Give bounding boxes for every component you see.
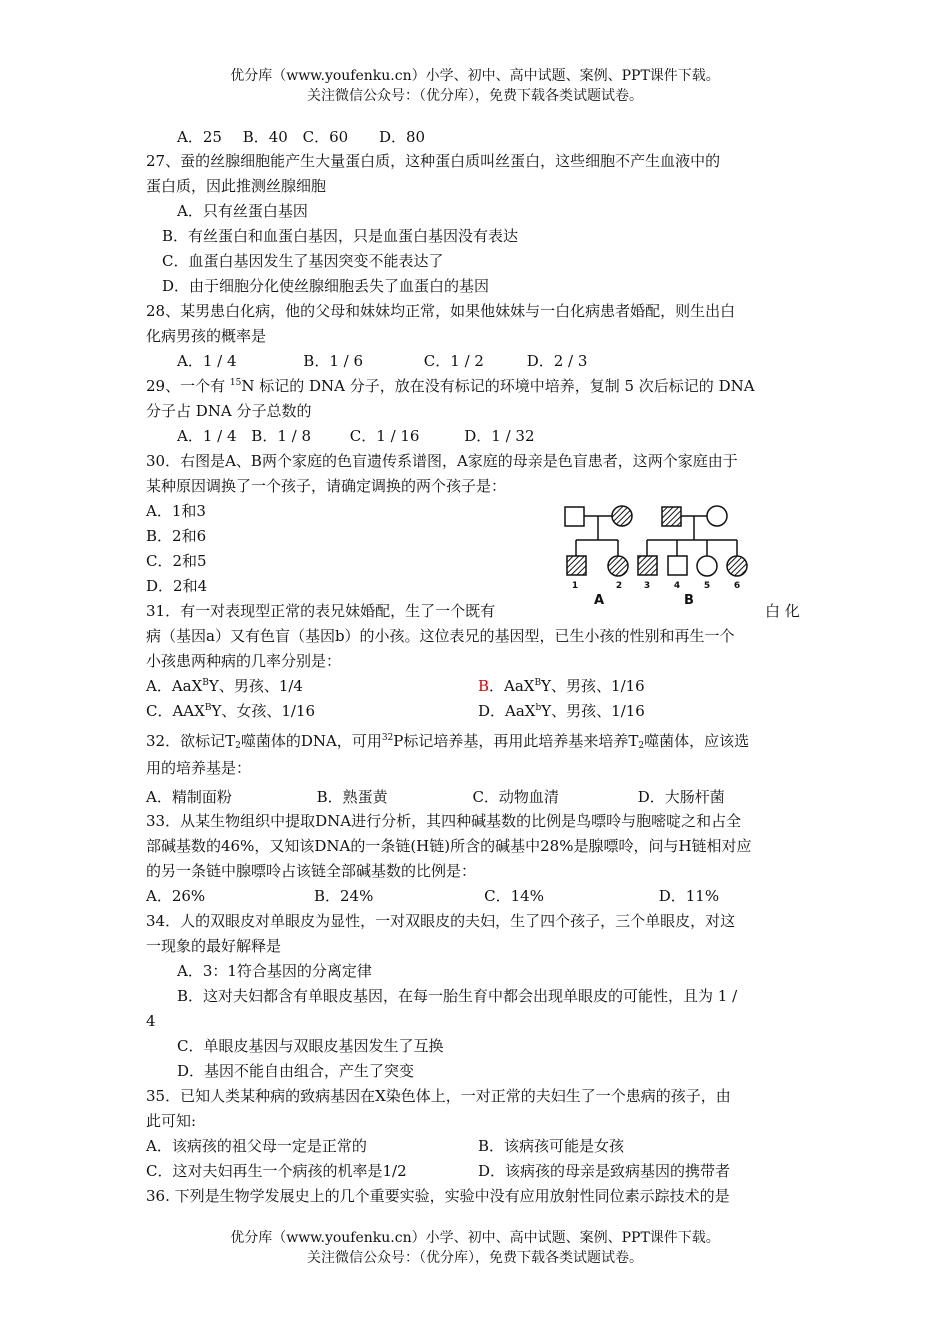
label-child-3: 3 bbox=[643, 581, 651, 591]
q29-option-b: B．1 / 8 bbox=[251, 427, 311, 445]
q34-option-a: A．3：1符合基因的分离定律 bbox=[177, 962, 372, 980]
q31-stem-line-2: 病（基因a）又有色盲（基因b）的小孩。这位表兄的基因型，已生小孩的性别和再生一个 bbox=[146, 627, 735, 645]
q29-option-d: D．1 / 32 bbox=[464, 427, 535, 445]
q35-stem-line-2: 此可知: bbox=[146, 1112, 197, 1130]
footer-line-2: 关注微信公众号：（优分库），免费下载各类试题试卷。 bbox=[307, 1250, 643, 1266]
q31-option-d: D．AaX$^b$Y、男孩、1/16 bbox=[478, 702, 645, 720]
q31-option-c: C．$AAX^BY$、女孩、1/16 bbox=[146, 702, 316, 720]
q33-stem-line-1: 33．从某生物组织中提取DNA进行分析，其四种碱基数的比例是鸟嘌呤与胞嘧啶之和占全 bbox=[146, 812, 742, 830]
q35-option-c: C．这对夫妇再生一个病孩的机率是1/2 bbox=[146, 1162, 407, 1180]
q34-option-b-cont: 4 bbox=[146, 1012, 156, 1030]
q28-stem-line-2: 化病男孩的概率是 bbox=[146, 327, 267, 345]
q31-option-b: B．AaX$^B$Y、男孩、1/16 bbox=[478, 677, 645, 695]
q34-stem-line-1: 34．人的双眼皮对单眼皮为显性，一对双眼皮的夫妇，生了四个孩子，三个单眼皮，对这 bbox=[146, 912, 736, 930]
q27-option-a: A．只有丝蛋白基因 bbox=[177, 202, 308, 220]
q30-stem-line-2: 某种原因调换了一个孩子，请确定调换的两个孩子是： bbox=[146, 477, 507, 495]
q36-stem-line-1: 36. 下列是生物学发展史上的几个重要实验，实验中没有应用放射性同位素示踪技术的是 bbox=[146, 1187, 730, 1205]
q35-stem-line-1: 35．已知人类某种病的致病基因在X染色体上，一对正常的夫妇生了一个患病的孩子，由 bbox=[146, 1087, 731, 1105]
q33-option-d: D．11% bbox=[658, 887, 720, 905]
q33-option-b: B．24% bbox=[313, 887, 374, 905]
q34-option-c: C．单眼皮基因与双眼皮基因发生了互换 bbox=[177, 1037, 444, 1055]
child-1-affected-male bbox=[567, 556, 586, 575]
header-line-2: 关注微信公众号：（优分库），免费下载各类试题试卷。 bbox=[307, 88, 643, 104]
q27-option-d: D．由于细胞分化使丝腺细胞丢失了血蛋白的基因 bbox=[162, 277, 490, 295]
label-child-6: 6 bbox=[733, 581, 741, 591]
label-child-5: 5 bbox=[703, 581, 711, 591]
q32-option-b: B．熟蛋黄 bbox=[316, 788, 388, 806]
q27-option-b: B．有丝蛋白和血蛋白基因，只是血蛋白基因没有表达 bbox=[162, 227, 519, 245]
q32-options bbox=[146, 786, 725, 808]
q26-option-c: C．60 bbox=[302, 128, 349, 146]
family-b-mother bbox=[707, 506, 727, 526]
q34-option-d: D．基因不能自由组合，产生了突变 bbox=[177, 1062, 415, 1080]
q32-option-c: C．动物血清 bbox=[472, 788, 559, 806]
family-b-father-affected bbox=[662, 507, 681, 526]
q28-option-b: B．1 / 6 bbox=[303, 352, 363, 370]
q28-option-d: D．2 / 3 bbox=[526, 352, 588, 370]
q27-stem-line-1: 27、蚕的丝腺细胞能产生大量蛋白质，这种蛋白质叫丝蛋白，这些细胞不产生血液中的 bbox=[146, 152, 721, 170]
family-a-father bbox=[565, 507, 584, 526]
q29-stem-line-1: 29、一个有 $^{15}$N 标记的 DNA 分子，放在没有标记的环境中培养，复制 5 次后标记的 DNA bbox=[146, 377, 755, 395]
child-2-affected-female bbox=[608, 556, 628, 576]
child-4-male bbox=[668, 556, 687, 575]
q29-options bbox=[177, 425, 535, 447]
q28-stem-line-1: 28、某男患白化病，他的父母和妹妹均正常，如果他妹妹与一白化病患者婚配，则生出白 bbox=[146, 302, 736, 320]
label-child-1: 1 bbox=[571, 581, 579, 591]
q33-stem-line-3: 的另一条链中腺嘌呤占该链全部碱基数的比例是： bbox=[146, 862, 477, 880]
label-family-b: B bbox=[684, 593, 694, 608]
label-child-4: 4 bbox=[673, 581, 681, 591]
q26-option-b: B．40 bbox=[242, 128, 288, 146]
page-footer bbox=[0, 1228, 950, 1268]
q32-stem-line-2: 用的培养基是： bbox=[146, 759, 252, 777]
q28-option-c: C．1 / 2 bbox=[423, 352, 484, 370]
q30-stem-line-1: 30．右图是A、B两个家庭的色盲遗传系谱图，A家庭的母亲是色盲患者，这两个家庭由于 bbox=[146, 452, 738, 470]
q29-option-a: A．1 / 4 bbox=[177, 427, 237, 445]
child-6-affected-female bbox=[727, 556, 747, 576]
q32-option-d: D．大肠杆菌 bbox=[637, 788, 725, 806]
q30-option-c: C．2和5 bbox=[146, 552, 207, 570]
footer-line-1: 优分库（www.youfenku.cn）小学、初中、高中试题、案例、PPT课件下载。 bbox=[230, 1230, 720, 1246]
q26-option-d: D．80 bbox=[378, 128, 426, 146]
q30-option-d: D．2和4 bbox=[146, 577, 208, 595]
q33-option-c: C．14% bbox=[484, 887, 544, 905]
q29-stem-line-2: 分子占 DNA 分子总数的 bbox=[146, 402, 312, 420]
child-5-female bbox=[697, 556, 717, 576]
q34-option-b: B．这对夫妇都含有单眼皮基因，在每一胎生育中都会出现单眼皮的可能性，且为 1 / bbox=[177, 987, 738, 1005]
q33-stem-line-2: 部碱基数的46%，又知该DNA的一条链(H链)所含的碱基中28%是腺嘌呤，问与H链相对应 bbox=[146, 837, 752, 855]
q28-option-a: A．1 / 4 bbox=[177, 352, 237, 370]
q31-stem-line-3: 小孩患两种病的几率分别是： bbox=[146, 652, 342, 670]
page-header bbox=[0, 66, 950, 106]
q35-option-a: A．该病孩的祖父母一定是正常的 bbox=[146, 1137, 367, 1155]
header-line-1: 优分库（www.youfenku.cn）小学、初中、高中试题、案例、PPT课件下载。 bbox=[230, 68, 720, 84]
q30-option-b: B．2和6 bbox=[146, 527, 207, 545]
q27-option-c: C．血蛋白基因发生了基因突变不能表达了 bbox=[162, 252, 444, 270]
q32-option-a: A．精制面粉 bbox=[146, 788, 232, 806]
q26-option-a: A．25 bbox=[177, 128, 222, 146]
q31-stem-line-1a: 31．有一对表现型正常的表兄妹婚配，生了一个既有 bbox=[146, 602, 496, 620]
q31-option-a: A．AaX$^B$Y、男孩、1/4 bbox=[146, 677, 303, 695]
q33-options bbox=[146, 885, 719, 907]
q30-option-a: A．1和3 bbox=[146, 502, 206, 520]
q32-stem-line-1: 32．欲标记$T_2$噬菌体的DNA，可用$^{32}$P标记培养基，再用此培养基来培养$T_2$噬菌体，应该选 bbox=[146, 732, 750, 751]
q34-stem-line-2: 一现象的最好解释是 bbox=[146, 937, 282, 955]
q26-options bbox=[177, 126, 425, 148]
label-family-a: A bbox=[593, 593, 605, 608]
q29-option-c: C．1 / 16 bbox=[349, 427, 420, 445]
child-3-affected-male bbox=[638, 556, 657, 575]
pedigree-figure bbox=[555, 500, 755, 610]
label-child-2: 2 bbox=[615, 581, 623, 591]
q35-option-b: B．该病孩可能是女孩 bbox=[478, 1137, 625, 1155]
q28-options bbox=[177, 350, 587, 372]
q33-option-a: A．26% bbox=[146, 887, 206, 905]
q27-stem-line-2: 蛋白质，因此推测丝腺细胞 bbox=[146, 177, 327, 195]
q31-stem-line-1b: 白 化 bbox=[765, 602, 800, 620]
q35-option-d: D．该病孩的母亲是致病基因的携带者 bbox=[478, 1162, 731, 1180]
family-a-mother-affected bbox=[612, 506, 632, 526]
